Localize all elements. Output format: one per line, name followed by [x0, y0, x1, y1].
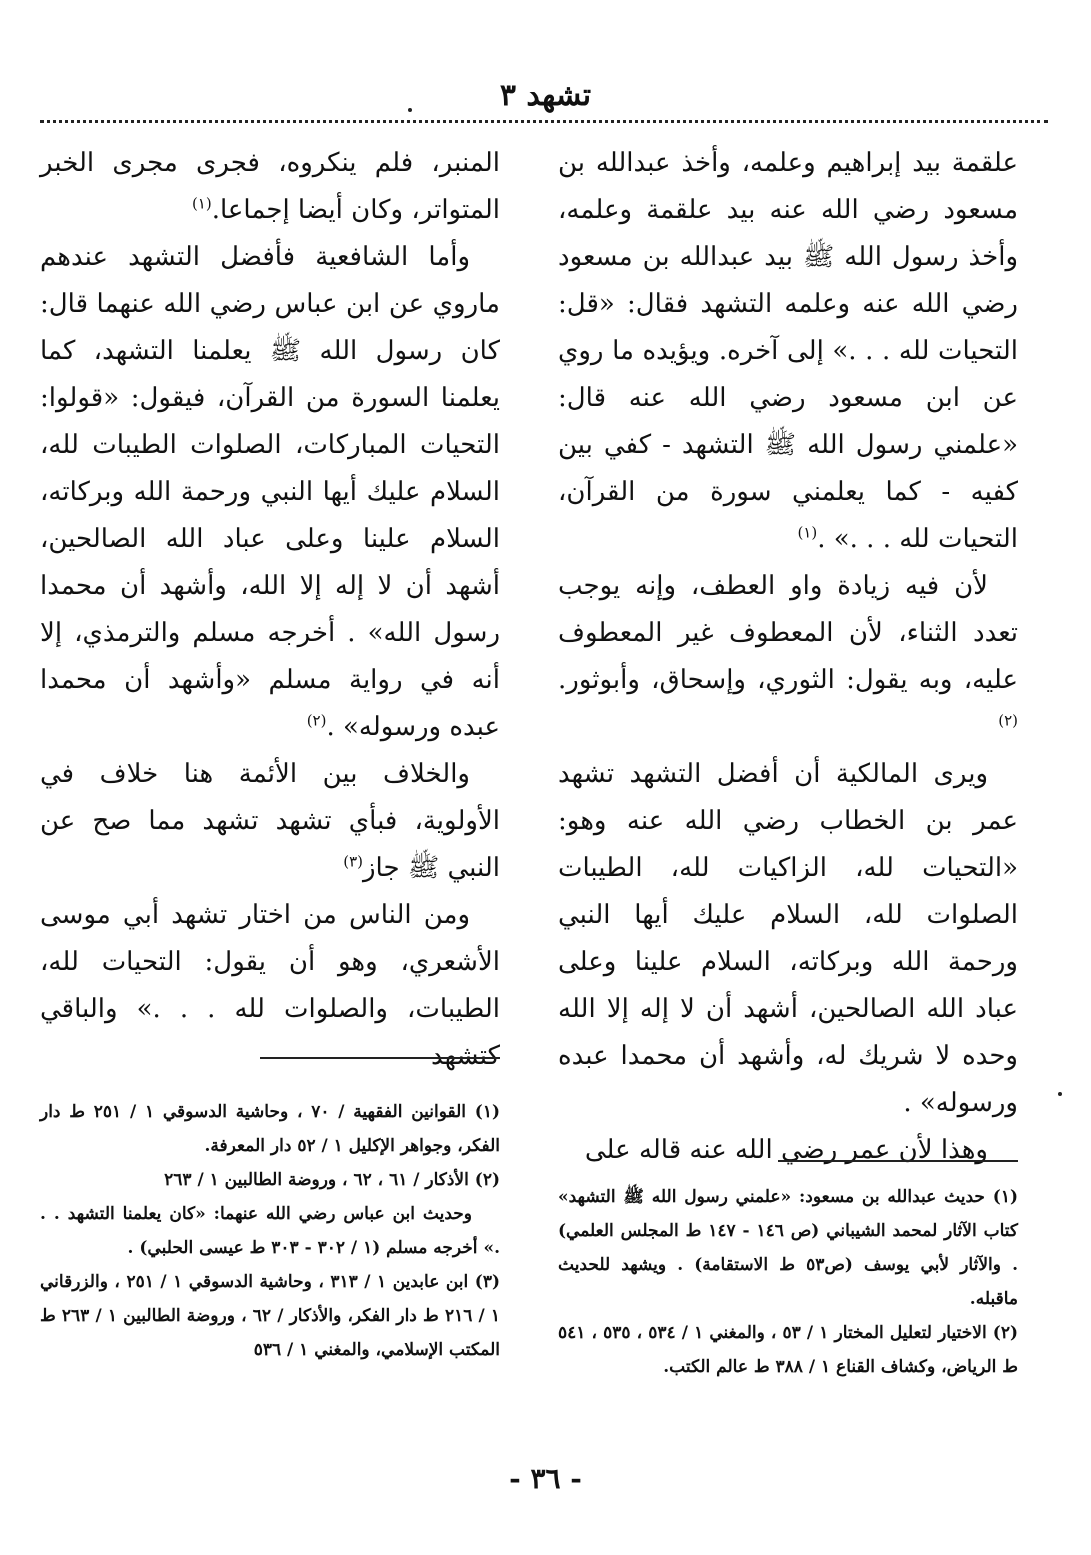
paragraph-text: وأما الشافعية فأفضل التشهد عندهم ماروي عن ابن عباس رضي الله عنهما قال: كان رسول الله ﷺ يعلمنا التشهد، كما يعلمنا السورة من القرآن، فيقول: «قولوا: التحيات المباركات، الصلوات الطيبات لله، السلام عليك أيها النبي ورحمة الله وبركاته، السلام علينا وعلى عباد الله الصالحين، أشهد أن لا إله إلا الله، وأشهد أن محمدا رسول الله» . أخرجه مسلم والترمذي، إلا أنه في رواية مسلم «وأشهد أن محمدا عبده ورسوله» . — [40, 242, 500, 742]
paragraph — [558, 751, 1018, 1127]
footnote-ref: (١) — [797, 523, 818, 542]
footnote: (٢) الاختيار لتعليل المختار ١ / ٥٣ ، والمغني ١ / ٥٣٤ ، ٥٣٥ ، ٥٤١ ط الرياض، وكشاف القناع ١ / ٣٨٨ ط عالم الكتب. — [558, 1323, 1019, 1377]
footnote-divider — [778, 1160, 1018, 1162]
paragraph-text: وهذا لأن عمر رضي الله عنه قاله على — [584, 1135, 988, 1165]
left-footnotes — [40, 1095, 500, 1367]
footnote-ref: (٣) — [343, 852, 363, 871]
paragraph — [40, 234, 500, 751]
footnote: (٢) الأذكار / ٦١ ، ٦٢ ، وروضة الطالبين ١ / ٢٦٣ — [164, 1170, 500, 1190]
paragraph — [558, 140, 1018, 563]
speck — [1058, 1092, 1062, 1096]
right-footnotes — [558, 1180, 1018, 1384]
right-column — [558, 140, 1018, 1174]
paragraph-text: ومن الناس من اختار تشهد أبي موسى الأشعري، وهو أن يقول: التحيات لله، الطيبات، والصلوات لله . . .» والباقي كتشهد — [40, 900, 500, 1071]
header-divider — [40, 120, 1048, 123]
paragraph-text: ويرى المالكية أن أفضل التشهد تشهد عمر بن الخطاب رضي الله عنه وهو: «التحيات لله، الزاكيات لله، الطيبات الصلوات لله، السلام عليك أيها النبي ورحمة الله وبركاته، السلام علينا وعلى عباد الله الصالحين، أشهد أن لا إله إلا الله وحده لا شريك له، وأشهد أن محمدا عبده ورسوله» . — [558, 759, 1018, 1118]
page-number: - ٣٦ - — [509, 1462, 582, 1495]
paragraph — [40, 751, 500, 892]
paragraph-text: لأن فيه زيادة واو العطف، وإنه يوجب تعدد الثناء، لأن المعطوف غير المعطوف عليه، وبه يقول: الثوري، وإسحاق، وأبوثور. — [558, 571, 1018, 695]
paragraph — [558, 563, 1018, 751]
footnote: (٣) ابن عابدين ١ / ٣١٣ ، وحاشية الدسوقي ١ / ٢٥١ ، والزرقاني ١ / ٢١٦ ط دار الفكر، والأذكار / ٦٢ ، وروضة الطالبين ١ / ٢٦٣ ط المكتب الإسلامي، والمغني ١ / ٥٣٦ — [40, 1272, 501, 1360]
left-column — [40, 140, 500, 1080]
speck — [408, 108, 412, 112]
paragraph-text: علقمة بيد إبراهيم وعلمه، وأخذ عبدالله بن مسعود رضي الله عنه بيد علقمة وعلمه، وأخذ رسول الله ﷺ بيد عبدالله بن مسعود رضي الله عنه وعلمه التشهد فقال: «قل: التحيات لله . . .» إلى آخره. ويؤيده ما روي عن ابن مسعود رضي الله عنه قال: «علمني رسول الله ﷺ التشهد - كفي بين كفيه - كما يعلمني سورة من القرآن، التحيات لله . . .» . — [558, 148, 1018, 554]
footnote-ref: (١) — [191, 194, 212, 213]
footnote-ref: (٢) — [998, 711, 1018, 730]
paragraph — [40, 140, 500, 234]
paragraph-text: المنبر، فلم ينكروه، فجرى مجرى الخبر المتواتر، وكان أيضا إجماعا. — [40, 148, 500, 225]
paragraph — [40, 892, 500, 1080]
footnote-divider — [260, 1057, 500, 1059]
footnote: (١) القوانين الفقهية / ٧٠ ، وحاشية الدسوقي ١ / ٢٥١ ط دار الفكر، وجواهر الإكليل ١ / ٥٢ دار المعرفة. — [40, 1102, 501, 1156]
paragraph — [558, 1127, 1018, 1174]
footnote-ref: (٢) — [306, 711, 327, 730]
paragraph-text: والخلاف بين الأئمة هنا خلاف في الأولوية، فبأي تشهد تشهد مما صح عن النبي ﷺ جاز — [40, 759, 500, 883]
page-title: تشهد ٣ — [499, 78, 592, 113]
footnote: (١) حديث عبدالله بن مسعود: «علمني رسول الله ﷺ التشهد» كتاب الآثار لمحمد الشيباني (ص ١٤٦ - ١٤٧ ط المجلس العلمي) . والآثار لأبي يوسف (ص٥٣ ط الاستقامة) . ويشهد للحديث ماقبله. — [558, 1187, 1019, 1309]
footnote: وحديث ابن عباس رضي الله عنهما: «كان يعلمنا التشهد . . .» أخرجه مسلم (١ / ٣٠٢ - ٣٠٣ ط عيسى الحلبي) . — [40, 1204, 500, 1258]
